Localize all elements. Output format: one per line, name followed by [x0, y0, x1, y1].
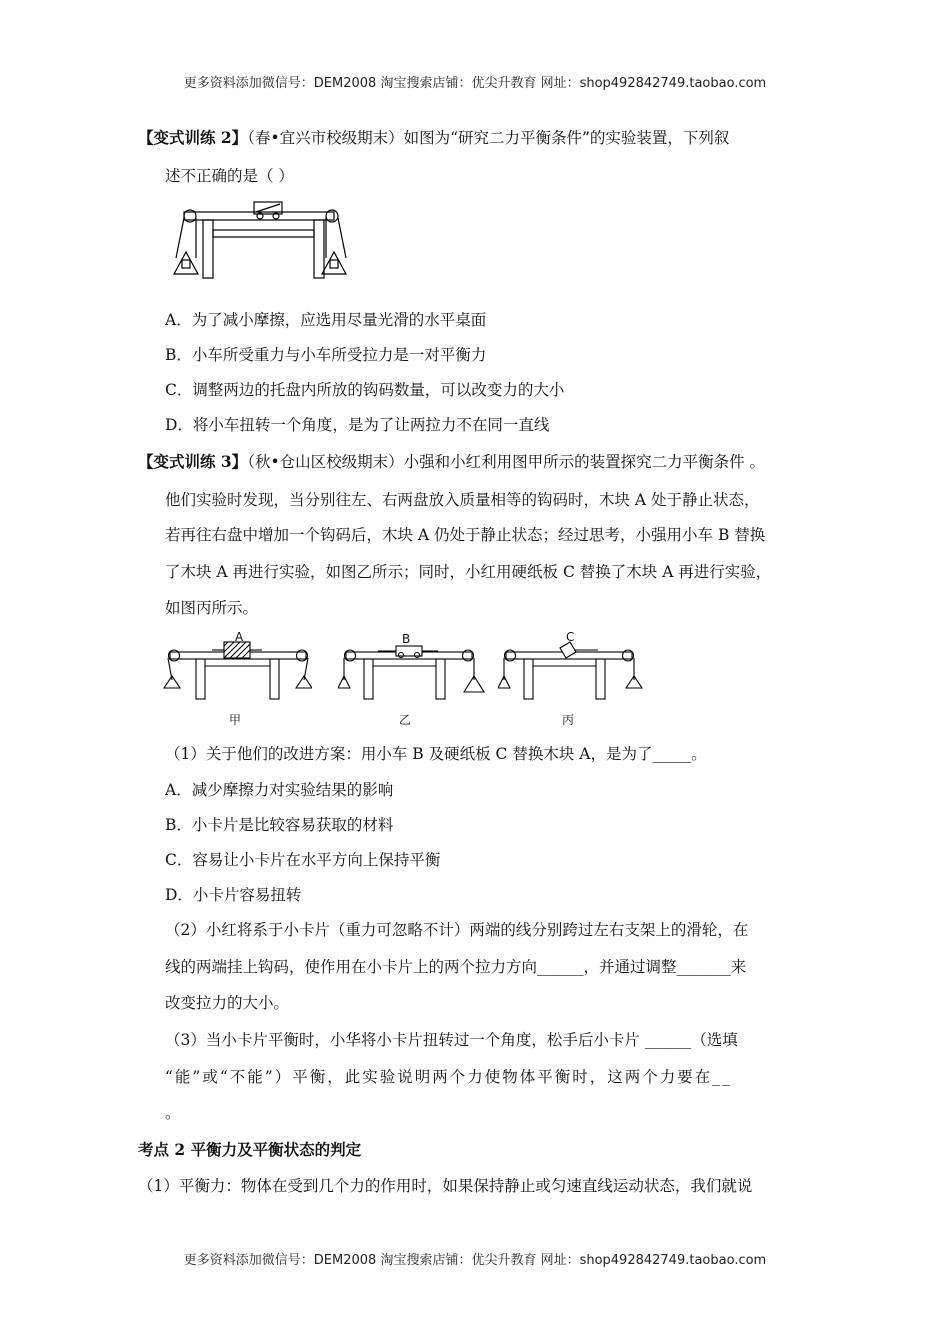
q3-stem-line3: 若再往右盘中增加一个钩码后，木块 A 仍处于静止状态；经过思考，小强用小车 B 替换: [165, 526, 766, 544]
figure-yi-caption: 乙: [399, 713, 412, 727]
q3-stem-line2: 他们实验时发现，当分别往左、右两盘放入质量相等的钩码时，木块 A 处于静止状态，: [165, 491, 760, 509]
q2-tag: 【变式训练 2】: [138, 128, 248, 147]
figure-bing-caption: 丙: [562, 713, 575, 727]
figure-yi: [338, 640, 488, 700]
q3-tag: 【变式训练 3】: [138, 452, 248, 471]
q3-sub2-line1: （2）小红将系于小卡片（重力可忽略不计）两端的线分别跨过左右支架上的滑轮，在: [165, 921, 749, 939]
page-footer: 更多资料添加微信号：DEM2008 淘宝搜索店铺：优尖升教育 网址：shop492842749.taobao.com: [183, 1253, 767, 1268]
q2-stem-line1: [138, 128, 808, 148]
q3-sub2-line2: 线的两端挂上钩码，使作用在小卡片上的两个拉力方向______，并通过调整_______来: [165, 958, 747, 976]
figure-bing: [498, 640, 648, 700]
page-header: 更多资料添加微信号：DEM2008 淘宝搜索店铺：优尖升教育 网址：shop492842749.taobao.com: [183, 76, 767, 91]
q3-sub3-line3: 。: [165, 1104, 181, 1122]
q3-stem1: （秋•仓山区校级期末）小强和小红利用图甲所示的装置探究二力平衡条件 。: [247, 453, 766, 471]
q2-stem-line2: 述不正确的是（ ）: [165, 167, 294, 185]
figure-bing-card-label: C: [566, 630, 575, 644]
q2-apparatus-figure: [168, 200, 348, 280]
figure-jia-caption: 甲: [229, 713, 242, 727]
q3-option-c: C．容易让小卡片在水平方向上保持平衡: [165, 851, 441, 869]
figure-yi-cart-label: B: [402, 632, 411, 646]
q3-option-b: B．小卡片是比较容易获取的材料: [165, 816, 394, 834]
q3-sub3-line1: （3）当小卡片平衡时，小华将小卡片扭转过一个角度，松手后小卡片 ______（选填: [165, 1031, 738, 1049]
q3-stem-line4: 了木块 A 再进行实验，如图乙所示；同时，小红用硬纸板 C 替换了木块 A 再进行实验，: [165, 563, 772, 581]
section-paragraph-1: （1）平衡力：物体在受到几个力的作用时，如果保持静止或匀速直线运动状态，我们就说: [138, 1177, 753, 1195]
q2-option-a: A．为了减小摩擦，应选用尽量光滑的水平桌面: [165, 311, 487, 329]
q2-stem1: （春•宜兴市校级期末）如图为“研究二力平衡条件”的实验装置，下列叙: [247, 129, 730, 147]
figure-jia-block-label: A: [235, 630, 244, 644]
q2-option-c: C．调整两边的托盘内所放的钩码数量，可以改变力的大小: [165, 381, 565, 399]
q3-option-d: D．小卡片容易扭转: [165, 886, 302, 904]
q2-option-d: D．将小车扭转一个角度，是为了让两拉力不在同一直线: [165, 416, 550, 434]
figure-jia: [162, 640, 312, 700]
q3-stem-line5: 如图丙所示。: [165, 599, 259, 617]
q2-option-b: B．小车所受重力与小车所受拉力是一对平衡力: [165, 346, 487, 364]
q3-sub3-line2: “能”或“不能”）平衡，此实验说明两个力使物体平衡时，这两个力要在__: [165, 1068, 732, 1086]
section-title: 考点 2 平衡力及平衡状态的判定: [138, 1140, 362, 1159]
q3-sub1: （1）关于他们的改进方案：用小车 B 及硬纸板 C 替换木块 A，是为了_____。: [165, 745, 707, 763]
q3-sub2-line3: 改变拉力的大小。: [165, 994, 290, 1012]
q3-stem-line1: [138, 452, 818, 472]
q3-option-a: A．减少摩擦力对实验结果的影响: [165, 781, 394, 799]
